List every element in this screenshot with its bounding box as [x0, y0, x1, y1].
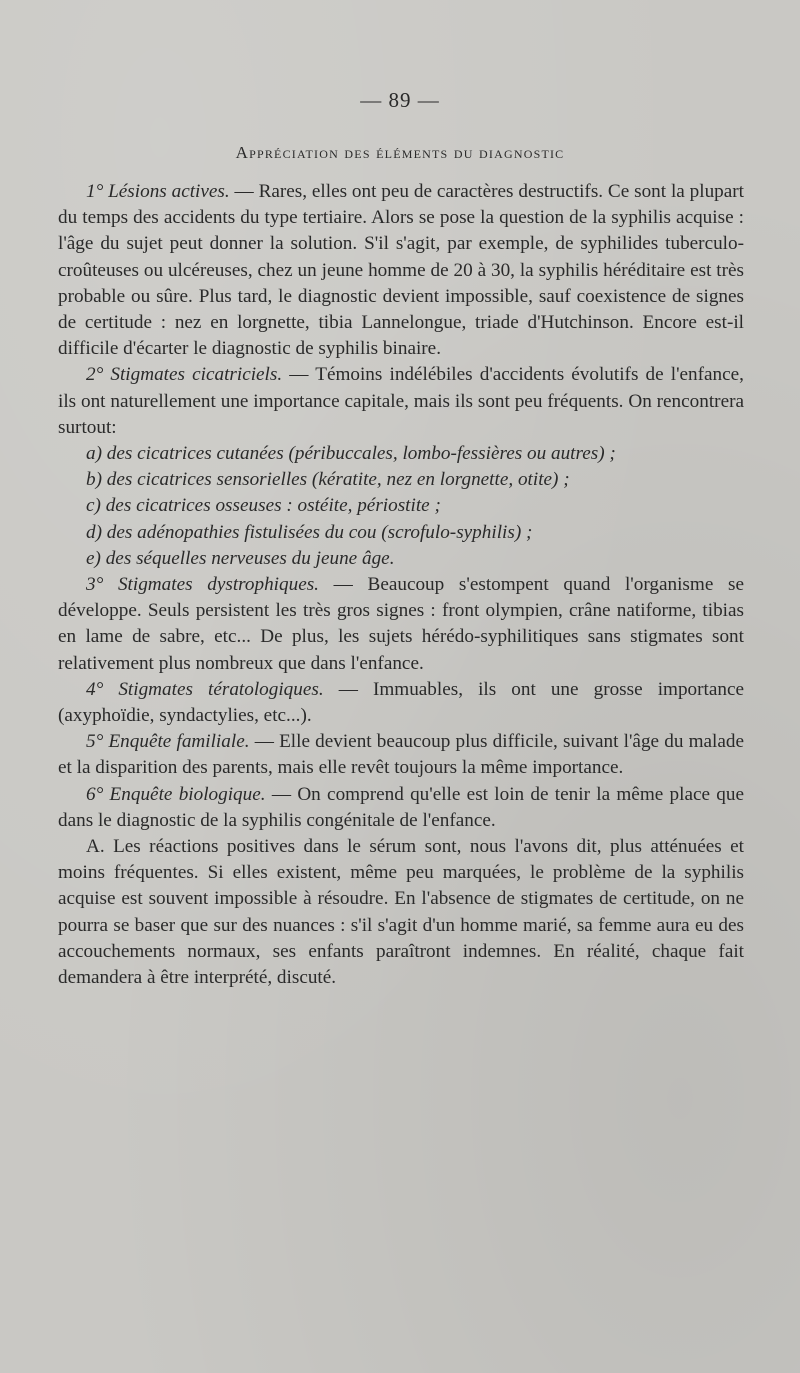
paragraph-reactions-serum: A. Les réactions positives dans le sérum sont, nous l'avons dit, plus atténuées et moins fréquentes. Si elles existent, même peu marquées, le problème de la syphilis acquise est souvent impossible à résoudre. En l'absence de stigmates de certitude, on ne pourra se baser que sur des nuances : s'il s'agit d'un homme marié, sa femme aura eu des accouchements normaux, ses enfants paraîtront indemnes. En réalité, chaque fait demandera à être interprété, discuté.	[58, 836, 744, 989]
list-item-b: b) des cicatrices sensorielles (kératite, nez en lorgnette, otite) ;	[86, 469, 570, 491]
paragraph-lesions-actives	[58, 179, 744, 362]
heading-stigmates-cicatriciels: 2° Stigmates cicatriciels.	[86, 364, 283, 386]
list-item-a: a) des cicatrices cutanées (péribuccales, lombo-fessières ou autres) ;	[86, 443, 616, 465]
heading-lesions-actives: 1° Lésions actives.	[86, 181, 230, 202]
paragraph-stigmates-teratologiques	[58, 677, 744, 729]
list-item-e: e) des séquelles nerveuses du jeune âge.	[86, 547, 395, 569]
text-enquete-biologique: — On comprend qu'elle est loin de tenir la même place que dans le diagnostic de la syphilis congénitale de l'enfance.	[58, 783, 744, 831]
page-number: — 89 —	[360, 88, 440, 112]
heading-enquete-biologique: 6° Enquête biologique.	[86, 783, 266, 805]
heading-enquete-familiale: 5° Enquête familiale.	[86, 731, 250, 753]
text-enquete-familiale: — Elle devient beaucoup plus difficile, suivant l'âge du malade et la disparition des parents, mais elle revêt toujours la même importance.	[58, 731, 744, 779]
page-body	[58, 179, 744, 991]
text-stigmates-dystrophiques: — Beaucoup s'estompent quand l'organisme se développe. Seuls persistent les très gros signes : front olympien, crâne natiforme, tibias en lame de sabre, etc... De plus, les sujets hérédo-syphilitiques sans stigmates sont relativement plus nombreux que dans l'enfance.	[58, 574, 744, 674]
list-item-d: d) des adénopathies fistulisées du cou (scrofulo-syphilis) ;	[86, 521, 533, 543]
list-item-c: c) des cicatrices osseuses : ostéite, périostite ;	[86, 495, 441, 517]
paragraph-stigmates-cicatriciels	[58, 362, 744, 441]
heading-stigmates-teratologiques: 4° Stigmates tératologiques.	[86, 678, 324, 700]
heading-stigmates-dystrophiques: 3° Stigmates dystrophiques.	[86, 574, 319, 596]
section-title: Appréciation des éléments du diagnostic	[235, 143, 565, 162]
paragraph-enquete-biologique	[58, 782, 744, 834]
text-stigmates-cicatriciels: — Témoins indélébiles d'accidents évolutifs de l'enfance, ils ont naturellement une importance capitale, mais ils sont peu fréquents. On rencontrera surtout:	[58, 364, 744, 438]
text-stigmates-teratologiques: — Immuables, ils ont une grosse importance (axyphoïdie, syndactylies, etc...).	[58, 678, 744, 727]
paragraph-stigmates-dystrophiques	[58, 572, 744, 677]
text-lesions-actives: — Rares, elles ont peu de caractères destructifs. Ce sont la plupart du temps des accidents du type tertiaire. Alors se pose la question de la syphilis acquise : l'âge du sujet peut donner la solution. S'il s'agit, par exemple, de syphilides tuberculo-croûteuses ou ulcéreuses, chez un jeune homme de 20 à 30, la syphilis héréditaire est très probable ou sûre. Plus tard, le diagnostic devient impossible, sauf coexistence de signes de certitude : nez en lorgnette, tibia Lannelongue, triade d'Hutchinson. Encore est-il difficile d'écarter le diagnostic de syphilis binaire.	[58, 181, 744, 360]
paragraph-enquete-familiale	[58, 729, 744, 781]
